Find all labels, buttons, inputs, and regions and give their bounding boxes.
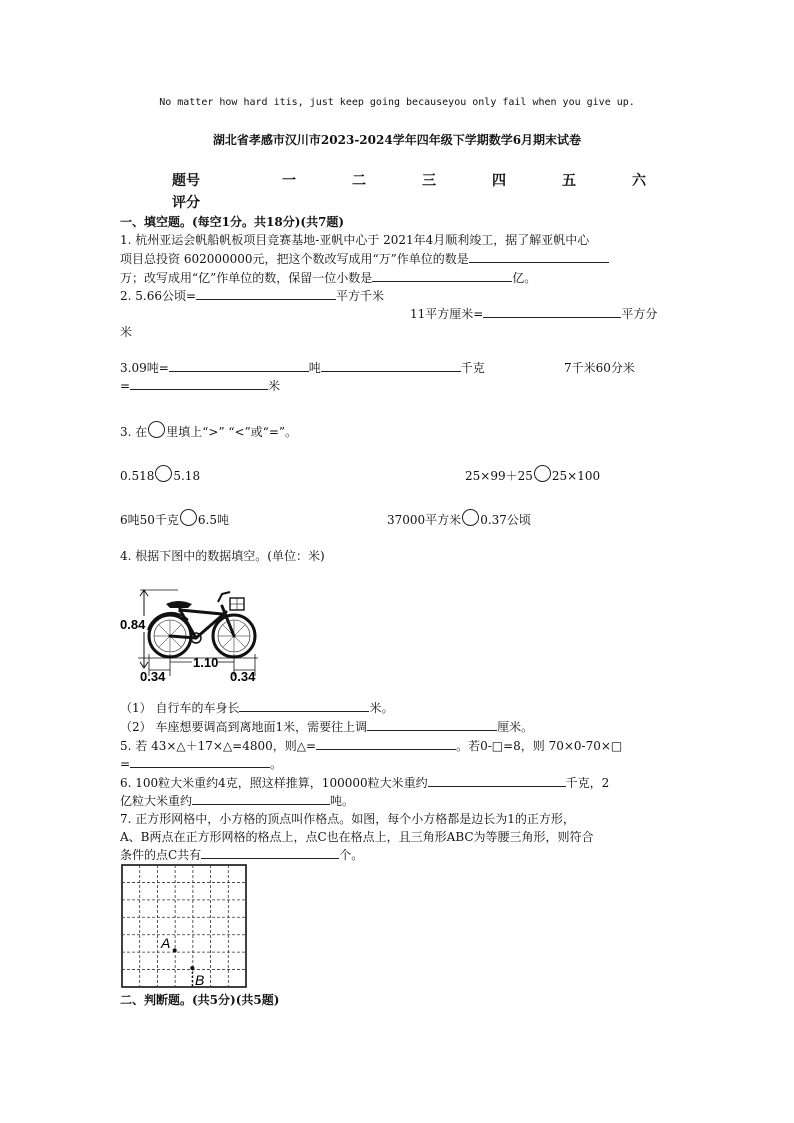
q7-text-b: 个。: [339, 848, 364, 862]
q4-sub1: [120, 699, 393, 716]
q6-text-b: 千克，2: [565, 776, 610, 790]
score-table-col-3: 三: [422, 173, 436, 189]
q7-answer[interactable]: [201, 846, 339, 859]
q1-text-a: 项目总投资 602000000元，把这个数改写成用“万”作单位的数是: [120, 252, 469, 266]
q5-answer2[interactable]: [130, 755, 270, 768]
point-a-marker: [173, 948, 177, 952]
q5-text-d: 。: [270, 757, 283, 771]
section2-heading: 二、判断题。(共5分)(共5题): [120, 993, 280, 1007]
q3-item-1-right: 5.18: [173, 469, 201, 483]
score-table-col-4: 四: [492, 173, 506, 189]
q2-d-eq: =: [120, 379, 131, 393]
q3-item-3-circle[interactable]: [180, 509, 197, 526]
wheelbase-label: 1.10: [193, 655, 219, 670]
q6-answer2[interactable]: [192, 792, 330, 805]
section1-heading: 一、填空题。(每空1分。共18分)(共7题): [120, 215, 345, 229]
bicycle-figure: [118, 576, 264, 682]
q2-item-a: [120, 287, 384, 304]
score-table-row1-label: 题号: [172, 173, 200, 189]
q1-text-b: 万；改写成用“亿”作单位的数，保留一位小数是: [120, 271, 373, 285]
q5-text-b: 。若0-□=8，则 70×0-70×□: [456, 739, 623, 753]
q3-stem-b: 里填上“>” “<”或“=”。: [166, 425, 298, 439]
score-table-col-2: 二: [352, 173, 366, 189]
q2-b-prefix: 11平方厘米=: [410, 307, 484, 321]
q2-c-answer2[interactable]: [321, 359, 461, 372]
q4-sub2: [120, 718, 533, 735]
score-table-col-1: 一: [282, 173, 296, 189]
q2-c-unit1: 吨: [308, 361, 321, 375]
q2-a-answer[interactable]: [196, 287, 336, 300]
q1-answer-wan[interactable]: [469, 250, 609, 263]
q7-line1: 7. 正方形网格中，小方格的顶点叫作格点。如图，每个小方格都是边长为1的正方形，: [120, 812, 575, 826]
q4-sub2-answer[interactable]: [367, 718, 497, 731]
q3-item-4-right: 0.37公顷: [480, 513, 531, 527]
q2-d-answer[interactable]: [130, 377, 268, 390]
q4-sub1-answer[interactable]: [239, 699, 369, 712]
q3-item-2-circle[interactable]: [534, 465, 551, 482]
score-table-col-6: 六: [632, 173, 646, 189]
q3-item-3: [120, 509, 229, 528]
score-table-row2-label: 评分: [172, 195, 200, 211]
q3-item-1-circle[interactable]: [155, 465, 172, 482]
q7-line3: [120, 846, 363, 863]
q6-line2: [120, 792, 354, 809]
q2-d-prefix: 7千米60分米: [564, 361, 635, 375]
q2-d-unit: 米: [268, 379, 281, 393]
q2-b-unit-wrap: 米: [120, 325, 133, 339]
q4-sub2-unit: 厘米。: [497, 720, 534, 734]
q1-text-c: 亿。: [512, 271, 537, 285]
q3-item-1: [120, 465, 200, 483]
q3-item-4: [387, 509, 531, 528]
q3-item-3-left: 6吨50千克: [120, 513, 179, 527]
q4-stem: 4. 根据下图中的数据填空。(单位：米): [120, 549, 325, 563]
q2-c-prefix: 3.09吨=: [120, 361, 169, 375]
q5-text-a: 5. 若 43×△＋17×△=4800，则△=: [120, 739, 317, 753]
q3-item-3-right: 6.5吨: [197, 513, 229, 527]
motto-text: No matter how hard itis, just keep going becauseyou only fail when you give up.: [159, 97, 635, 108]
q6-text-a: 6. 100粒大米重约4克，照这样推算，100000粒大米重约: [120, 776, 428, 790]
q3-item-2: [465, 465, 600, 484]
lattice-grid-figure: [121, 864, 249, 990]
q1-line1: 1. 杭州亚运会帆船帆板项目竞赛基地-亚帆中心于 2021年4月顺利竣工，据了解亚帆中心: [120, 233, 590, 247]
left-overhang-label: 0.34: [140, 669, 166, 682]
right-overhang-label: 0.34: [230, 669, 256, 682]
q4-sub2-text: （2） 车座想要调高到离地面1米，需要往上调: [120, 720, 368, 734]
q4-sub1-unit: 米。: [369, 701, 394, 715]
q2-a-unit: 平方千米: [336, 289, 385, 303]
q2-c-unit2: 千克: [460, 361, 485, 375]
q7-line2: A、B两点在正方形网格的格点上，点C也在格点上，且三角形ABC为等腰三角形，则符合: [120, 830, 594, 844]
q7-text-a: 条件的点C共有: [120, 848, 202, 862]
q5-answer1[interactable]: [316, 737, 456, 750]
q3-item-1-left: 0.518: [120, 469, 155, 483]
q1-line2: [120, 250, 609, 267]
q3-stem-a: 3. 在: [120, 425, 148, 439]
q6-answer1[interactable]: [428, 774, 566, 787]
q3-stem: [120, 421, 297, 440]
q2-item-d: [120, 377, 280, 394]
score-table-col-5: 五: [562, 173, 576, 189]
q6-text-d: 吨。: [330, 794, 355, 808]
q2-a-prefix: 2. 5.66公顷=: [120, 289, 197, 303]
q3-item-4-circle[interactable]: [462, 509, 479, 526]
q3-item-2-right: 25×100: [551, 469, 601, 483]
q4-sub1-text: （1） 自行车的车身长: [120, 701, 240, 715]
q3-item-2-left: 25×99＋25: [465, 469, 533, 483]
point-b-label: B: [195, 972, 205, 988]
q1-answer-yi[interactable]: [372, 269, 512, 282]
q6-text-c: 亿粒大米重约: [120, 794, 193, 808]
q2-b-unit: 平方分: [621, 307, 658, 321]
q2-c-answer1[interactable]: [169, 359, 309, 372]
q2-item-b: [410, 305, 657, 322]
q5-text-c: =: [120, 757, 131, 771]
q3-item-4-left: 37000平方米: [387, 513, 462, 527]
compare-circle-icon: [148, 421, 165, 438]
q6-line1: [120, 774, 609, 791]
q2-b-answer[interactable]: [483, 305, 621, 318]
q5-line2: [120, 755, 282, 772]
q5-line1: [120, 737, 622, 754]
q1-line3: [120, 269, 536, 286]
page-title: 湖北省孝感市汉川市2023-2024学年四年级下学期数学6月期末试卷: [212, 133, 582, 147]
point-a-label: A: [161, 935, 171, 951]
height-label: 0.84: [120, 617, 146, 632]
q2-item-c: [120, 359, 485, 376]
